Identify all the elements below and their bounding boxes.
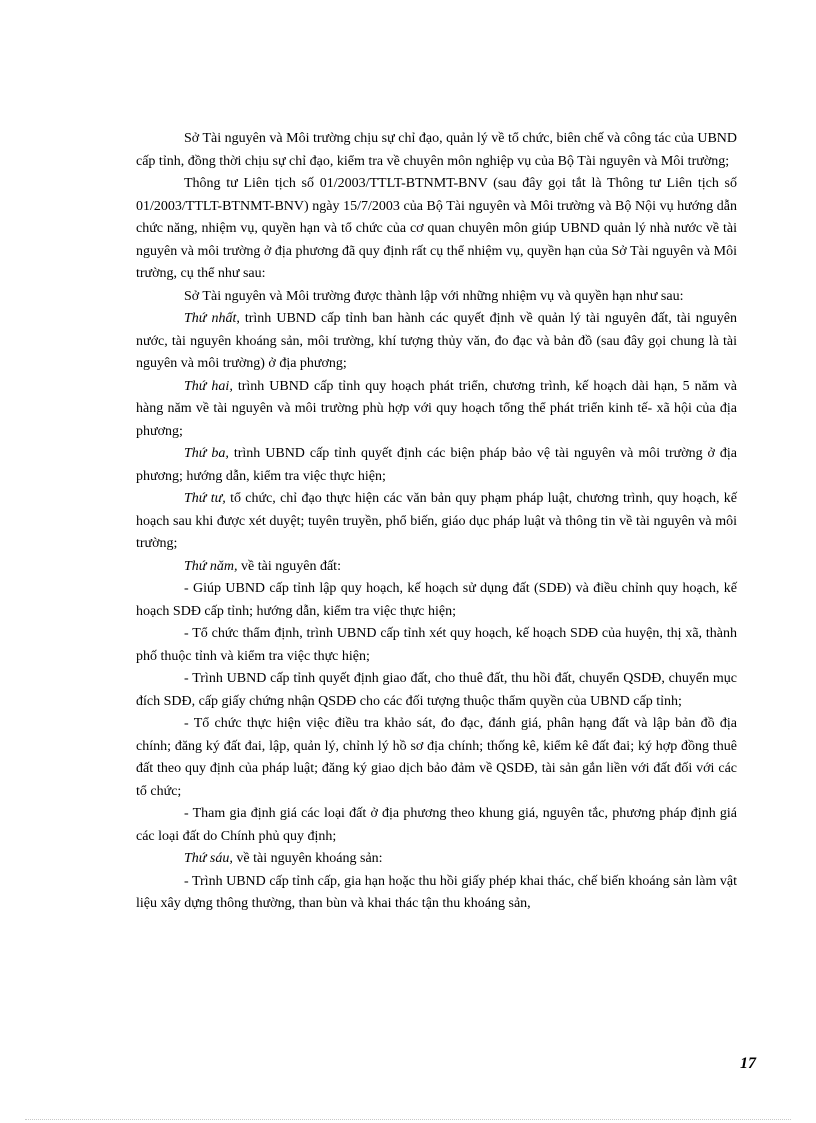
paragraph: Thứ sáu, về tài nguyên khoáng sản: [184, 851, 383, 866]
paragraph-lead: Thứ tư, [184, 491, 226, 506]
paragraph: Thứ tư, tổ chức, chỉ đạo thực hiện các văn bản quy phạm pháp luật, chương trình, quy hoạch, kế hoạch sau khi được xét duyệt; tuyên truyền, phổ biến, giáo dục pháp luật và thông tin về tài nguyên và môi trường; [136, 491, 738, 551]
paragraph-lead: Thứ nhất [184, 311, 237, 326]
paragraph: Thứ năm, về tài nguyên đất: [184, 558, 341, 574]
paragraph-lead: Thứ sáu, [184, 851, 233, 866]
paragraph-lead: Thứ ba, [184, 446, 229, 461]
document-body [136, 128, 737, 916]
paragraph: Sở Tài nguyên và Môi trường chịu sự chỉ đạo, quản lý về tổ chức, biên chế và công tác của UBND cấp tỉnh, đồng thời chịu sự chỉ đạo, kiểm tra về chuyên môn nghiệp vụ của Bộ Tài nguyên và Môi trường; [136, 131, 737, 169]
page-number: 17 [740, 1055, 756, 1072]
paragraph: Thứ nhất, trình UBND cấp tỉnh ban hành các quyết định về quản lý tài nguyên đất, tài nguyên nước, tài nguyên khoáng sản, môi trường, khí tượng thủy văn, đo đạc và bản đồ (sau đây gọi chung là tài nguyên và môi trường) ở địa phương; [136, 311, 738, 371]
paragraph: - Tổ chức thực hiện việc điều tra khảo sát, đo đạc, đánh giá, phân hạng đất và lập bản đồ địa chính; đăng ký đất đai, lập, quản lý, chỉnh lý hồ sơ địa chính; thống kê, kiểm kê đất đai; ký hợp đồng thuê đất theo quy định của pháp luật; đăng ký giao dịch bảo đảm về QSDĐ, tài sản gắn liền với đất đối với các tổ chức; [136, 716, 737, 799]
page-edge-divider [25, 1119, 791, 1120]
paragraph-lead: Thứ hai, [184, 378, 233, 394]
paragraph: Thứ hai, trình UBND cấp tỉnh quy hoạch phát triển, chương trình, kế hoạch dài hạn, 5 năm và hàng năm về tài nguyên và môi trường phù hợp với quy hoạch tổng thể phát triển kinh tế- xã hội của địa phương; [136, 378, 737, 439]
paragraph: Thông tư Liên tịch số 01/2003/TTLT-BTNMT-BNV (sau đây gọi tắt là Thông tư Liên tịch số 01/2003/TTLT-BTNMT-BNV) ngày 15/7/2003 của Bộ Tài nguyên và Môi trường và Bộ Nội vụ hướng dẫn chức năng, nhiệm vụ, quyền hạn và tổ chức của cơ quan chuyên môn giúp UBND quản lý nhà nước về tài nguyên và môi trường ở địa phương đã quy định rất cụ thể nhiệm vụ, quyền hạn của Sở Tài nguyên và Môi trường, cụ thể như sau: [136, 176, 737, 281]
paragraph-lead: Thứ năm, [184, 558, 238, 574]
paragraph: Thứ ba, trình UBND cấp tỉnh quyết định các biện pháp bảo vệ tài nguyên và môi trường ở địa phương; hướng dẫn, kiểm tra việc thực hiện; [136, 446, 738, 484]
paragraph: - Trình UBND cấp tỉnh cấp, gia hạn hoặc thu hồi giấy phép khai thác, chế biến khoáng sản làm vật liệu xây dựng thông thường, than bùn và khai thác tận thu khoáng sản, [136, 873, 737, 911]
paragraph: - Trình UBND cấp tỉnh quyết định giao đất, cho thuê đất, thu hồi đất, chuyển QSDĐ, chuyển mục đích SDĐ, cấp giấy chứng nhận QSDĐ cho các đối tượng thuộc thẩm quyền của UBND cấp tỉnh; [136, 671, 737, 709]
paragraph: - Tham gia định giá các loại đất ở địa phương theo khung giá, nguyên tắc, phương pháp định giá các loại đất do Chính phủ quy định; [136, 806, 737, 844]
paragraph: Sở Tài nguyên và Môi trường được thành lập với những nhiệm vụ và quyền hạn như sau: [184, 288, 684, 304]
paragraph: - Tổ chức thẩm định, trình UBND cấp tỉnh xét quy hoạch, kế hoạch SDĐ của huyện, thị xã, thành phố thuộc tỉnh và kiểm tra việc thực hiện; [136, 626, 737, 664]
paragraph: - Giúp UBND cấp tỉnh lập quy hoạch, kế hoạch sử dụng đất (SDĐ) và điều chỉnh quy hoạch, kế hoạch SDĐ cấp tỉnh; hướng dẫn, kiểm tra việc thực hiện; [136, 581, 737, 619]
